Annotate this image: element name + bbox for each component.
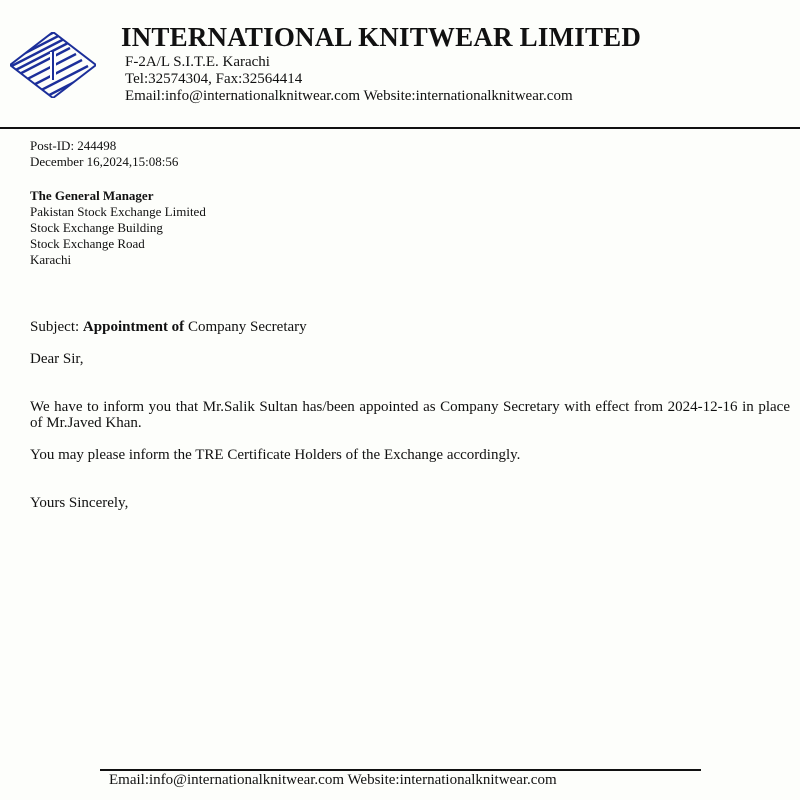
subject-bold: Appointment of bbox=[82, 319, 185, 335]
body-paragraph-2: You may please inform the TRE Certificate Holders of the Exchange accordingly. bbox=[30, 447, 521, 463]
recipient-line-1: Pakistan Stock Exchange Limited bbox=[30, 204, 206, 219]
company-logo-icon bbox=[10, 32, 96, 98]
post-date: December 16,2024,15:08:56 bbox=[30, 154, 179, 169]
header-divider bbox=[0, 127, 800, 129]
recipient-line-3: Stock Exchange Road bbox=[30, 236, 145, 251]
body-paragraph-1: We have to inform you that Mr.Salik Sultan has/been appointed as Company Secretary with effect from 2024-12-16 in place of Mr.Javed Khan. bbox=[30, 399, 790, 431]
footer-contact: Email:info@internationalknitwear.com Website:internationalknitwear.com bbox=[109, 772, 557, 788]
company-phone-fax: Tel:32574304, Fax:32564414 bbox=[125, 71, 303, 87]
closing: Yours Sincerely, bbox=[30, 495, 129, 511]
company-name: INTERNATIONAL KNITWEAR LIMITED bbox=[121, 22, 642, 52]
post-id: Post-ID: 244498 bbox=[30, 138, 117, 153]
footer-divider bbox=[100, 769, 701, 771]
subject-rest: Company Secretary bbox=[184, 319, 307, 335]
recipient-title: The General Manager bbox=[30, 188, 154, 203]
salutation: Dear Sir, bbox=[30, 351, 84, 367]
subject-line bbox=[30, 319, 307, 336]
recipient-line-4: Karachi bbox=[30, 252, 72, 267]
subject-prefix: Subject: bbox=[30, 319, 83, 335]
company-address: F-2A/L S.I.T.E. Karachi bbox=[125, 54, 270, 70]
recipient-line-2: Stock Exchange Building bbox=[30, 220, 163, 235]
company-email-website: Email:info@internationalknitwear.com Website:internationalknitwear.com bbox=[125, 88, 573, 104]
